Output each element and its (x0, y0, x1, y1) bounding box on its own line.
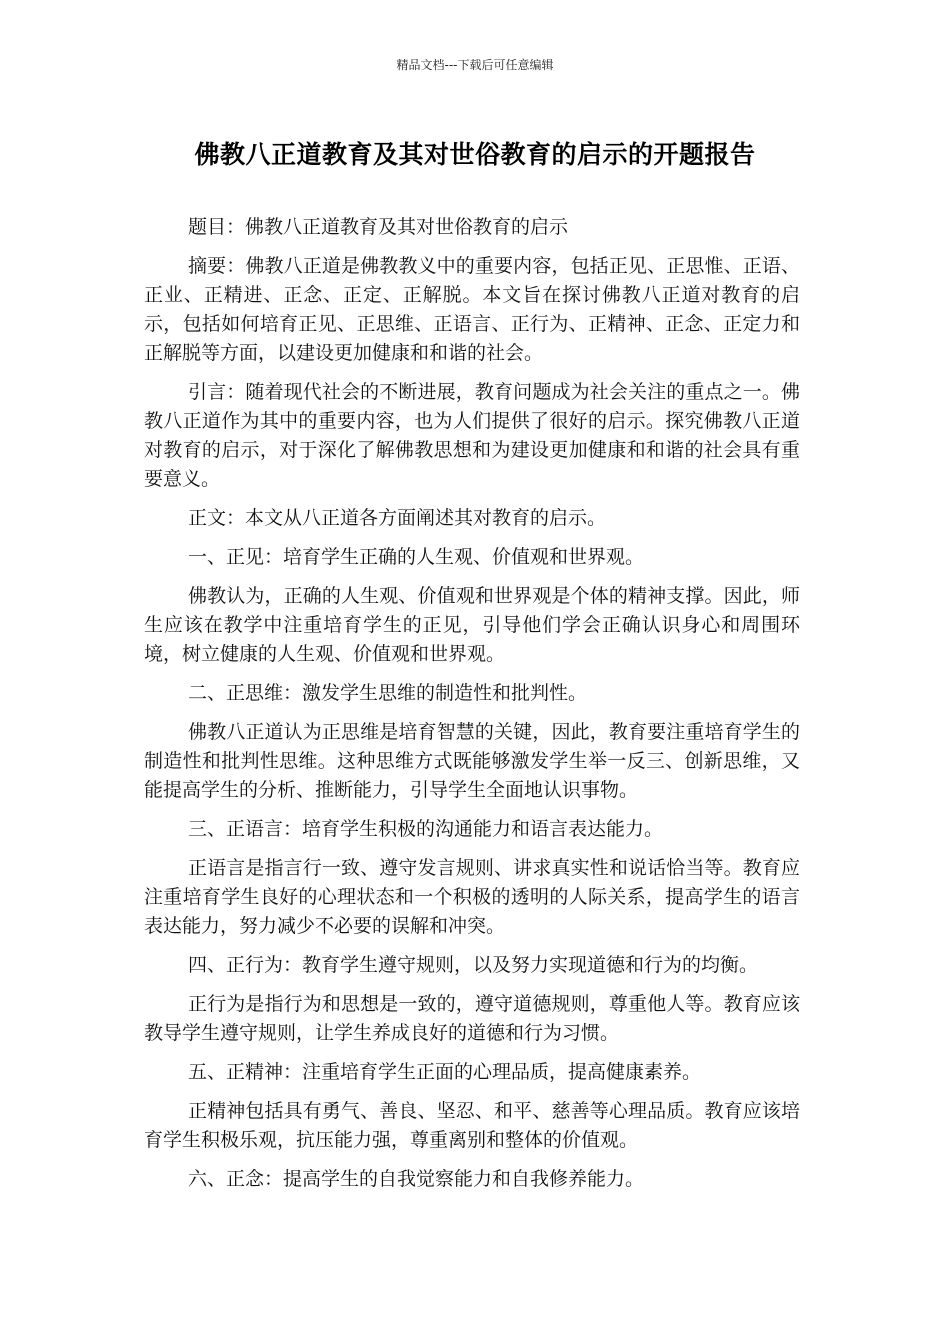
document-body (144, 213, 800, 1204)
paragraph-right-spirit: 正精神包括具有勇气、善良、坚忍、和平、慈善等心理品质。教育应该培育学生积极乐观，抗压能力强，尊重离别和整体的价值观。 (144, 1100, 800, 1151)
section-heading-right-spirit: 五、正精神：注重培育学生正面的心理品质，提高健康素养。 (188, 1061, 702, 1083)
paragraph-abstract: 摘要：佛教八正道是佛教教义中的重要内容，包括正见、正思惟、正语、正业、正精进、正念、正定、正解脱。本文旨在探讨佛教八正道对教育的启示，包括如何培育正见、正思维、正语言、正行为、正精神、正念、正定力和正解脱等方面，以建设更加健康和和谐的社会。 (144, 255, 800, 364)
paragraph-main-text: 正文：本文从八正道各方面阐述其对教育的启示。 (188, 507, 607, 529)
section-heading-right-speech: 三、正语言：培育学生积极的沟通能力和语言表达能力。 (188, 818, 664, 840)
section-heading-right-view: 一、正见：培育学生正确的人生观、价值观和世界观。 (188, 546, 645, 568)
paragraph-topic: 题目：佛教八正道教育及其对世俗教育的启示 (188, 216, 569, 238)
document-title: 佛教八正道教育及其对世俗教育的启示的开题报告 (194, 140, 756, 169)
paragraph-right-thought: 佛教八正道认为正思维是培育智慧的关键，因此，教育要注重培育学生的制造性和批判性思维。这种思维方式既能够激发学生举一反三、创新思维，又能提高学生的分析、推断能力，引导学生全面地认识事物。 (144, 721, 800, 801)
paragraph-introduction: 引言：随着现代社会的不断进展，教育问题成为社会关注的重点之一。佛教八正道作为其中的重要内容，也为人们提供了很好的启示。探究佛教八正道对教育的启示，对于深化了解佛教思想和为建设更加健康和和谐的社会具有重要意义。 (144, 381, 800, 490)
section-heading-right-action: 四、正行为：教育学生遵守规则，以及努力实现道德和行为的均衡。 (188, 954, 759, 976)
section-heading-right-thought: 二、正思维：激发学生思维的制造性和批判性。 (188, 682, 588, 704)
section-heading-right-mindfulness: 六、正念：提高学生的自我觉察能力和自我修养能力。 (188, 1168, 645, 1190)
paragraph-right-action: 正行为是指行为和思想是一致的，遵守道德规则，尊重他人等。教育应该教导学生遵守规则，让学生养成良好的道德和行为习惯。 (144, 993, 800, 1044)
paragraph-right-speech: 正语言是指言行一致、遵守发言规则、讲求真实性和说话恰当等。教育应注重培育学生良好的心理状态和一个积极的透明的人际关系，提高学生的语言表达能力，努力减少不必要的误解和冲突。 (144, 857, 800, 937)
paragraph-right-view: 佛教认为，正确的人生观、价值观和世界观是个体的精神支撑。因此，师生应该在教学中注重培育学生的正见，引导他们学会正确认识身心和周围环境，树立健康的人生观、价值观和世界观。 (144, 585, 800, 665)
header-note: 精品文档---下载后可任意编辑 (396, 58, 554, 72)
